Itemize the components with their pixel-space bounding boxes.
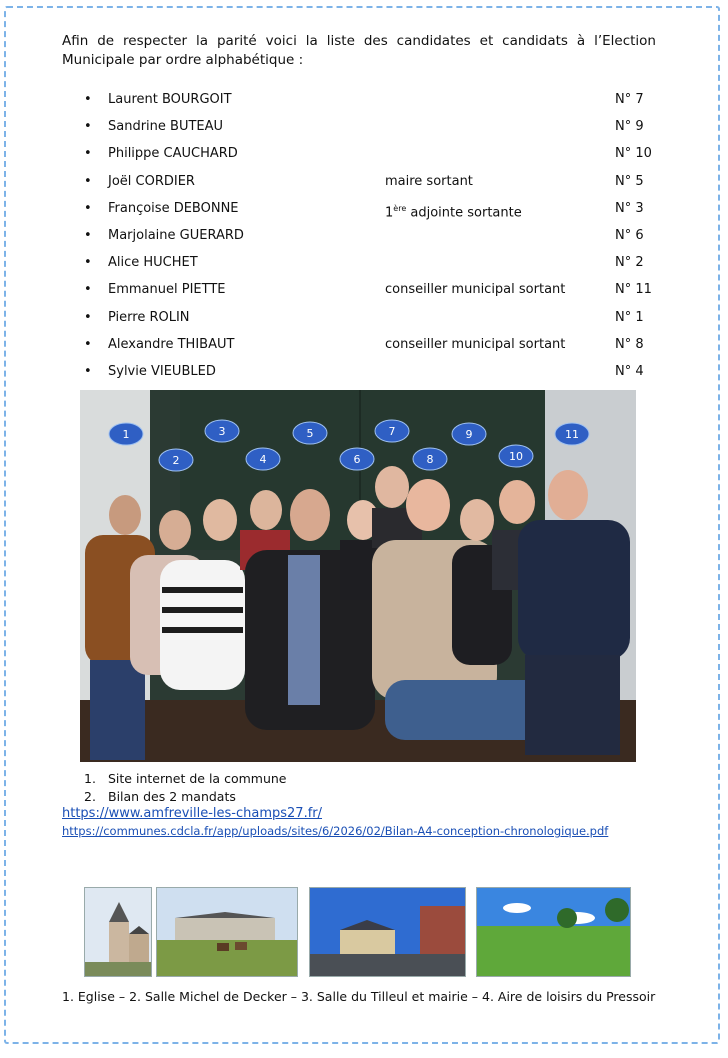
bullet-icon: •: [84, 92, 92, 107]
candidate-item: [84, 252, 664, 279]
number-badge-label: 10: [509, 450, 523, 463]
candidate-item: [84, 89, 664, 116]
church-photo: [84, 887, 152, 977]
candidate-number: N° 11: [615, 282, 652, 298]
bullet-icon: •: [84, 227, 92, 243]
bullet-icon: •: [84, 309, 92, 325]
bullet-icon: •: [84, 336, 92, 352]
bullet-icon: •: [84, 146, 92, 162]
bullet-icon: •: [84, 173, 92, 189]
candidate-item: [84, 225, 664, 252]
number-badge-label: 7: [388, 425, 396, 438]
group-photo: [80, 390, 636, 762]
candidate-role: conseiller municipal sortant: [385, 282, 566, 298]
candidate-item: [84, 307, 664, 334]
candidate-number: N° 10: [615, 146, 652, 162]
bullet-icon: •: [84, 119, 92, 135]
bullet-icon: •: [84, 363, 92, 379]
site-link[interactable]: https://www.amfreville-les-champs27.fr/: [62, 806, 323, 821]
bullet-icon: •: [84, 282, 92, 298]
candidate-name: Alice HUCHET: [108, 255, 198, 271]
candidate-item: [84, 334, 664, 361]
number-badge-label: 3: [218, 425, 226, 438]
number-badge-label: 11: [565, 428, 579, 441]
candidate-number: N° 4: [615, 363, 644, 379]
number-badge-label: 8: [426, 453, 434, 466]
candidate-number: N° 9: [615, 119, 644, 135]
candidate-role: conseiller municipal sortant: [385, 336, 566, 352]
candidate-item: [84, 116, 664, 143]
candidate-item: [84, 171, 664, 198]
candidate-number: N° 7: [615, 92, 644, 107]
candidate-name: Laurent BOURGOIT: [108, 92, 232, 107]
candidate-number: N° 5: [615, 173, 644, 189]
candidate-number: N° 6: [615, 227, 644, 243]
candidate-name: Philippe CAUCHARD: [108, 146, 238, 162]
aire-loisirs-photo: [476, 887, 631, 977]
number-badge-label: 2: [172, 454, 180, 467]
note-item: 1. Site internet de la commune: [84, 771, 287, 786]
candidate-name: Marjolaine GUERARD: [108, 227, 244, 243]
number-badge-label: 9: [465, 428, 473, 441]
candidate-number: N° 8: [615, 336, 644, 352]
candidate-role: 1ère adjointe sortante: [385, 203, 522, 221]
candidate-number: N° 1: [615, 309, 644, 325]
candidate-number: N° 2: [615, 255, 644, 271]
notes-list: [84, 770, 286, 806]
candidate-name: Joël CORDIER: [108, 173, 195, 189]
bullet-icon: •: [84, 200, 92, 216]
candidate-name: Françoise DEBONNE: [108, 200, 239, 216]
bilan-link[interactable]: https://communes.cdcla.fr/app/uploads/sites/6/2026/02/Bilan-A4-conception-chronologique.pdf: [62, 824, 609, 838]
candidate-name: Alexandre THIBAUT: [108, 336, 235, 352]
intro-paragraph: Afin de respecter la parité voici la liste des candidates et candidats à l’Election Municipale par ordre alphabétique :: [62, 33, 656, 68]
number-badge-label: 1: [122, 428, 130, 441]
salle-michel-photo: [156, 887, 298, 977]
candidate-name: Emmanuel PIETTE: [108, 282, 226, 298]
candidate-item: [84, 143, 664, 170]
note-item: 2. Bilan des 2 mandats: [84, 789, 236, 804]
candidate-number: N° 3: [615, 200, 644, 216]
bullet-icon: •: [84, 255, 92, 271]
candidate-name: Sandrine BUTEAU: [108, 119, 224, 135]
number-badge-label: 5: [306, 427, 314, 440]
candidate-name: Sylvie VIEUBLED: [108, 363, 216, 379]
number-badge-label: 6: [353, 453, 361, 466]
number-badge-label: 4: [259, 453, 267, 466]
candidate-item: [84, 361, 664, 388]
salle-tilleul-photo: [309, 887, 466, 977]
candidate-name: Pierre ROLIN: [108, 309, 190, 325]
candidate-list: [84, 89, 664, 388]
candidate-item: [84, 279, 664, 306]
photo-caption: 1. Eglise – 2. Salle Michel de Decker – 3. Salle du Tilleul et mairie – 4. Aire de loisirs du Pressoir: [62, 989, 656, 1004]
candidate-role: maire sortant: [385, 173, 473, 189]
candidate-item: [84, 198, 664, 225]
